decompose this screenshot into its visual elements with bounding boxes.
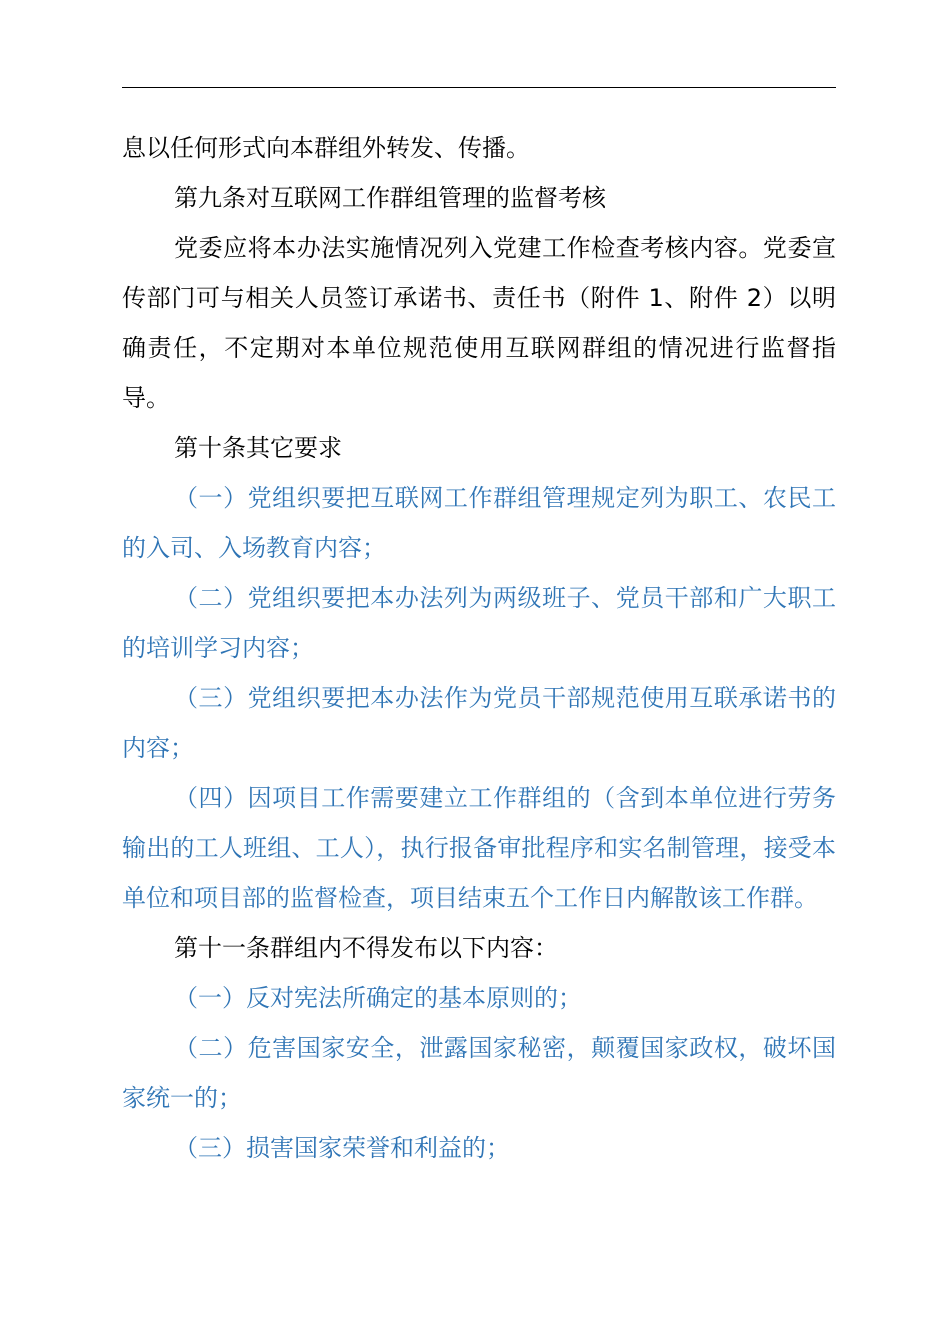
article-11-heading: 第十一条群组内不得发布以下内容： [174, 934, 558, 962]
article-10-item-1: （一）党组织要把互联网工作群组管理规定列为职工、农民工的入司、入场教育内容； [122, 484, 836, 562]
article-11-item-2: （二）危害国家安全，泄露国家秘密，颠覆国家政权，破坏国家统一的； [122, 1034, 836, 1112]
article-10-item-4: （四）因项目工作需要建立工作群组的（含到本单位进行劳务输出的工人班组、工人），执行报备审批程序和实名制管理，接受本单位和项目部的监督检查，项目结束五个工作日内解散该工作群。 [122, 784, 836, 912]
article-9-heading: 第九条对互联网工作群组管理的监督考核 [174, 184, 606, 212]
article-9-body: 党委应将本办法实施情况列入党建工作检查考核内容。党委宣传部门可与相关人员签订承诺书、责任书（附件 1、附件 2）以明确责任，不定期对本单位规范使用互联网群组的情况进行监督指导。 [122, 234, 836, 412]
article-11-item-3: （三）损害国家荣誉和利益的； [174, 1134, 510, 1162]
body-text [122, 123, 836, 1173]
article-11-item-1: （一）反对宪法所确定的基本原则的； [174, 984, 582, 1012]
header-rule [122, 87, 836, 88]
article-10-item-2: （二）党组织要把本办法列为两级班子、党员干部和广大职工的培训学习内容； [122, 584, 836, 662]
paragraph-continuation: 息以任何形式向本群组外转发、传播。 [122, 134, 530, 162]
article-10-item-3: （三）党组织要把本办法作为党员干部规范使用互联承诺书的内容； [122, 684, 836, 762]
article-10-heading: 第十条其它要求 [174, 434, 342, 462]
